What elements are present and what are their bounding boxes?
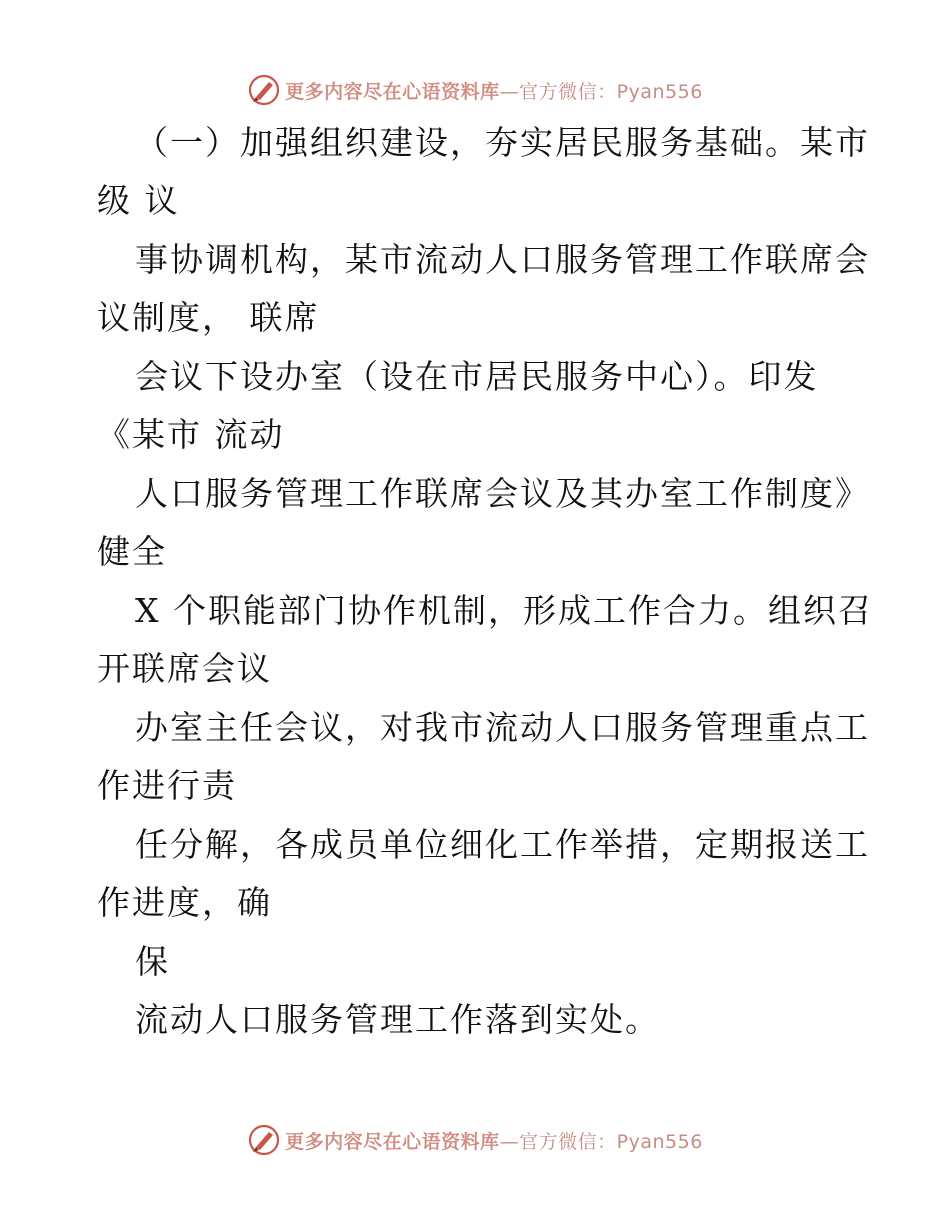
text-line: 会议下设办室（设在市居民服务中心）。印发 [135, 357, 819, 396]
text-line: 作进度，确 [97, 883, 272, 922]
text-line: 任分解，各成员单位细化工作举措，定期报送工 [135, 825, 870, 864]
text-line: X 个职能部门协作机制，形成工作合力。组织召 [135, 591, 873, 630]
watermark-text: 更多内容尽在心语资料库—官方微信：Pyan556 [285, 1130, 703, 1153]
pen-logo-icon [247, 73, 281, 107]
watermark-footer [0, 1120, 950, 1160]
watermark-text: 更多内容尽在心语资料库—官方微信：Pyan556 [285, 80, 703, 103]
text-line: 健全 [97, 532, 167, 571]
text-line: 作进行责 [97, 766, 237, 805]
text-line: 办室主任会议，对我市流动人口服务管理重点工 [135, 708, 870, 747]
text-line: 事协调机构，某市流动人口服务管理工作联席会 [135, 240, 870, 279]
text-line: 级 议 [97, 181, 180, 220]
pen-logo-icon [247, 1123, 281, 1157]
text-line: 议制度， 联席 [97, 298, 320, 337]
text-line: 人口服务管理工作联席会议及其办室工作制度》 [135, 474, 870, 513]
text-line: 《某市 流动 [97, 415, 285, 454]
text-line: 保 [135, 942, 170, 981]
text-line: （一）加强组织建设，夯实居民服务基础。某市 [135, 123, 870, 162]
text-line: 流动人口服务管理工作落到实处。 [135, 1000, 660, 1039]
text-line: 开联席会议 [97, 649, 272, 688]
watermark-header [0, 70, 950, 110]
